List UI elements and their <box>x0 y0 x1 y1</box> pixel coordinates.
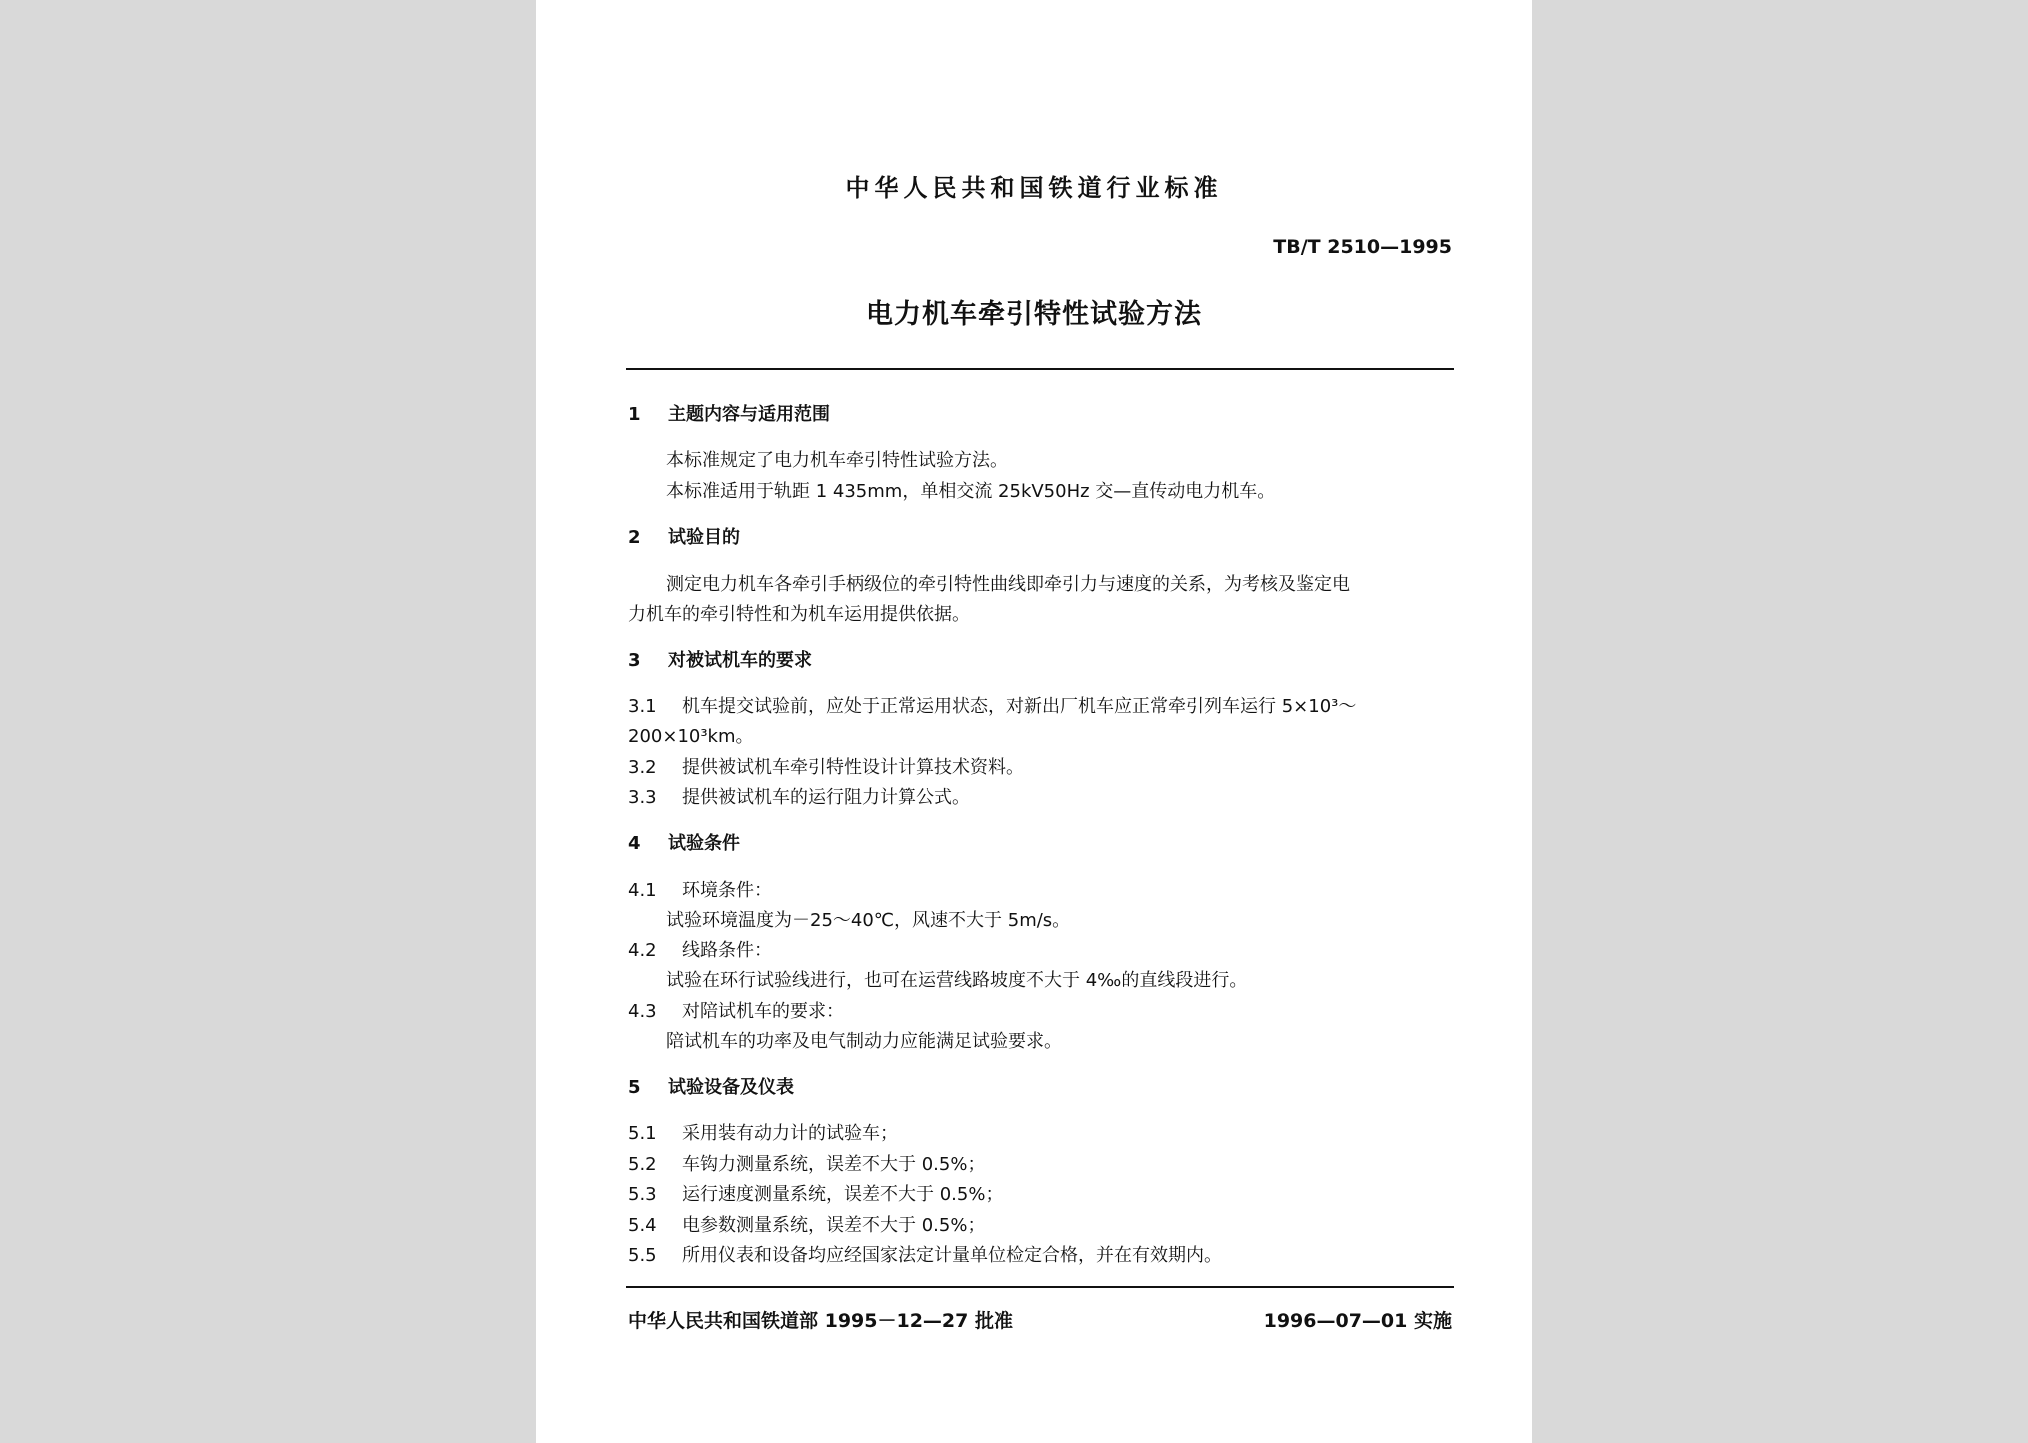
standard-code: TB/T 2510—1995 <box>1273 236 1452 258</box>
clause-3-2: 3.2 提供被试机车牵引特性设计计算技术资料。 <box>628 757 1024 778</box>
section-1-paragraph-1: 本标准规定了电力机车牵引特性试验方法。 <box>666 450 1008 471</box>
footer-divider <box>626 1286 1454 1288</box>
clause-4-1-text: 试验环境温度为－25～40℃，风速不大于 5m/s。 <box>666 910 1071 931</box>
approval-statement: 中华人民共和国铁道部 1995－12—27 批准 <box>628 1310 1013 1332</box>
section-2-paragraph-line-1: 测定电力机车各牵引手柄级位的牵引特性曲线即牵引力与速度的关系，为考核及鉴定电 <box>666 574 1350 595</box>
clause-4-3-title: 4.3 对陪试机车的要求： <box>628 1001 844 1022</box>
clause-3-1: 3.1 机车提交试验前，应处于正常运用状态，对新出厂机车应正常牵引列车运行 5×10³～ <box>628 696 1357 717</box>
document-title: 电力机车牵引特性试验方法 <box>866 299 1202 330</box>
issuing-organization: 中华人民共和国铁道行业标准 <box>845 174 1223 202</box>
section-1-heading: 1 主题内容与适用范围 <box>628 404 830 425</box>
clause-5-2: 5.2 车钩力测量系统，误差不大于 0.5%； <box>628 1154 986 1175</box>
section-1-paragraph-2: 本标准适用于轨距 1 435mm，单相交流 25kV50Hz 交—直传动电力机车。 <box>666 481 1276 502</box>
section-2-heading: 2 试验目的 <box>628 527 740 548</box>
clause-4-1-title: 4.1 环境条件： <box>628 880 772 901</box>
clause-4-2-title: 4.2 线路条件： <box>628 940 772 961</box>
section-5-heading: 5 试验设备及仪表 <box>628 1077 794 1098</box>
section-3-heading: 3 对被试机车的要求 <box>628 650 812 671</box>
section-2-paragraph-line-2: 力机车的牵引特性和为机车运用提供依据。 <box>628 604 970 625</box>
clause-5-4: 5.4 电参数测量系统，误差不大于 0.5%； <box>628 1215 986 1236</box>
clause-5-5: 5.5 所用仪表和设备均应经国家法定计量单位检定合格，并在有效期内。 <box>628 1245 1222 1266</box>
clause-3-1-continuation: 200×10³km。 <box>628 726 754 747</box>
clause-5-1: 5.1 采用装有动力计的试验车； <box>628 1123 898 1144</box>
clause-4-2-text: 试验在环行试验线进行，也可在运营线路坡度不大于 4‰的直线段进行。 <box>666 970 1248 991</box>
effective-date: 1996—07—01 实施 <box>1263 1310 1452 1332</box>
clause-4-3-text: 陪试机车的功率及电气制动力应能满足试验要求。 <box>666 1031 1062 1052</box>
document-page <box>536 0 1532 1443</box>
title-divider <box>626 368 1454 370</box>
section-4-heading: 4 试验条件 <box>628 833 740 854</box>
clause-3-3: 3.3 提供被试机车的运行阻力计算公式。 <box>628 787 970 808</box>
clause-5-3: 5.3 运行速度测量系统，误差不大于 0.5%； <box>628 1184 1004 1205</box>
